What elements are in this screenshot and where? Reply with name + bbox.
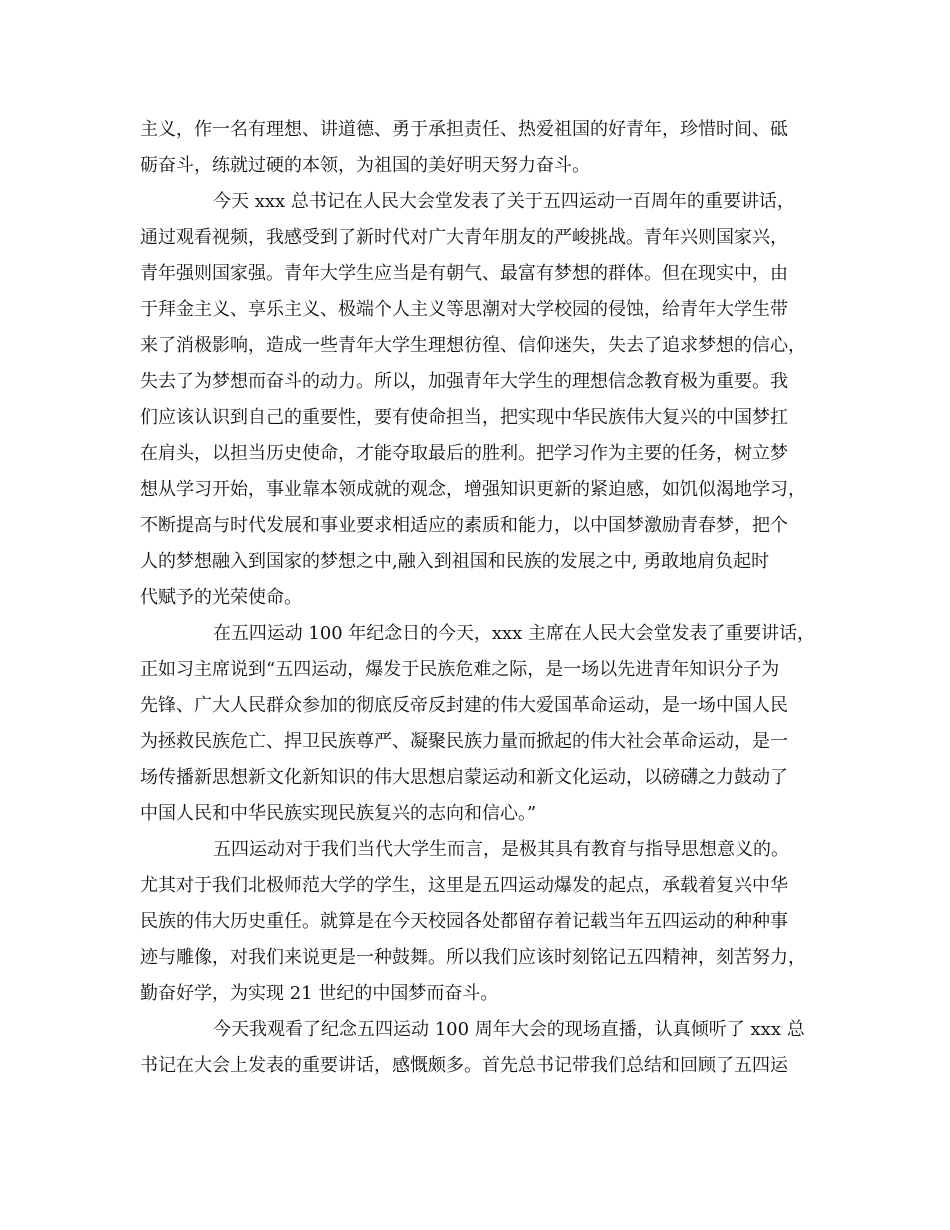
text-line: 今天 xxx 总书记在人民大会堂发表了关于五四运动一百周年的重要讲话， <box>213 191 795 212</box>
text-line: 代赋予的光荣使命。 <box>140 587 302 608</box>
text-line: 主义，作一名有理想、讲道德、勇于承担责任、热爱祖国的好青年，珍惜时间、砥 <box>140 119 788 140</box>
text-line: 于拜金主义、享乐主义、极端个人主义等思潮对大学校园的侵蚀，给青年大学生带 <box>140 299 788 320</box>
text-line: 民族的伟大历史重任。就算是在今天校园各处都留存着记载当年五四运动的种种事 <box>140 911 788 932</box>
text-line: 书记在大会上发表的重要讲话，感慨颇多。首先总书记带我们总结和回顾了五四运 <box>140 1055 788 1076</box>
text-line: 为拯救民族危亡、捍卫民族尊严、凝聚民族力量而掀起的伟大社会革命运动，是一 <box>140 731 788 752</box>
text-line: 通过观看视频，我感受到了新时代对广大青年朋友的严峻挑战。青年兴则国家兴， <box>140 227 788 248</box>
text-line: 中国人民和中华民族实现民族复兴的志向和信心。” <box>140 803 537 824</box>
text-line: 砺奋斗，练就过硬的本领，为祖国的美好明天努力奋斗。 <box>140 155 590 176</box>
text-line: 在肩头，以担当历史使命，才能夺取最后的胜利。把学习作为主要的任务，树立梦 <box>140 443 788 464</box>
text-line: 尤其对于我们北极师范大学的学生，这里是五四运动爆发的起点，承载着复兴中华 <box>140 875 788 896</box>
text-line: 在五四运动 100 年纪念日的今天，xxx 主席在人民大会堂发表了重要讲话， <box>213 623 815 644</box>
text-line: 正如习主席说到“五四运动，爆发于民族危难之际，是一场以先进青年知识分子为 <box>140 659 780 680</box>
text-line: 青年强则国家强。青年大学生应当是有朝气、最富有梦想的群体。但在现实中，由 <box>140 263 788 284</box>
text-line: 人的梦想融入到国家的梦想之中,融入到祖国和民族的发展之中, 勇敢地肩负起时 <box>140 551 770 572</box>
text-line: 失去了为梦想而奋斗的动力。所以，加强青年大学生的理想信念教育极为重要。我 <box>140 371 788 392</box>
text-line: 今天我观看了纪念五四运动 100 周年大会的现场直播，认真倾听了 xxx 总 <box>213 1019 805 1040</box>
text-line: 迹与雕像，对我们来说更是一种鼓舞。所以我们应该时刻铭记五四精神，刻苦努力， <box>140 947 806 968</box>
text-line: 勤奋好学，为实现 21 世纪的中国梦而奋斗。 <box>140 983 499 1004</box>
text-line: 先锋、广大人民群众参加的彻底反帝反封建的伟大爱国革命运动，是一场中国人民 <box>140 695 788 716</box>
text-line: 五四运动对于我们当代大学生而言，是极其具有教育与指导思想意义的。 <box>213 839 789 860</box>
text-line: 来了消极影响，造成一些青年大学生理想彷徨、信仰迷失，失去了追求梦想的信心， <box>140 335 806 356</box>
text-line: 不断提高与时代发展和事业要求相适应的素质和能力，以中国梦激励青春梦，把个 <box>140 515 788 536</box>
text-line: 场传播新思想新文化新知识的伟大思想启蒙运动和新文化运动，以磅礴之力鼓动了 <box>140 767 788 788</box>
text-line: 想从学习开始，事业靠本领成就的观念，增强知识更新的紧迫感，如饥似渴地学习， <box>140 479 806 500</box>
text-line: 们应该认识到自己的重要性，要有使命担当，把实现中华民族伟大复兴的中国梦扛 <box>140 407 788 428</box>
